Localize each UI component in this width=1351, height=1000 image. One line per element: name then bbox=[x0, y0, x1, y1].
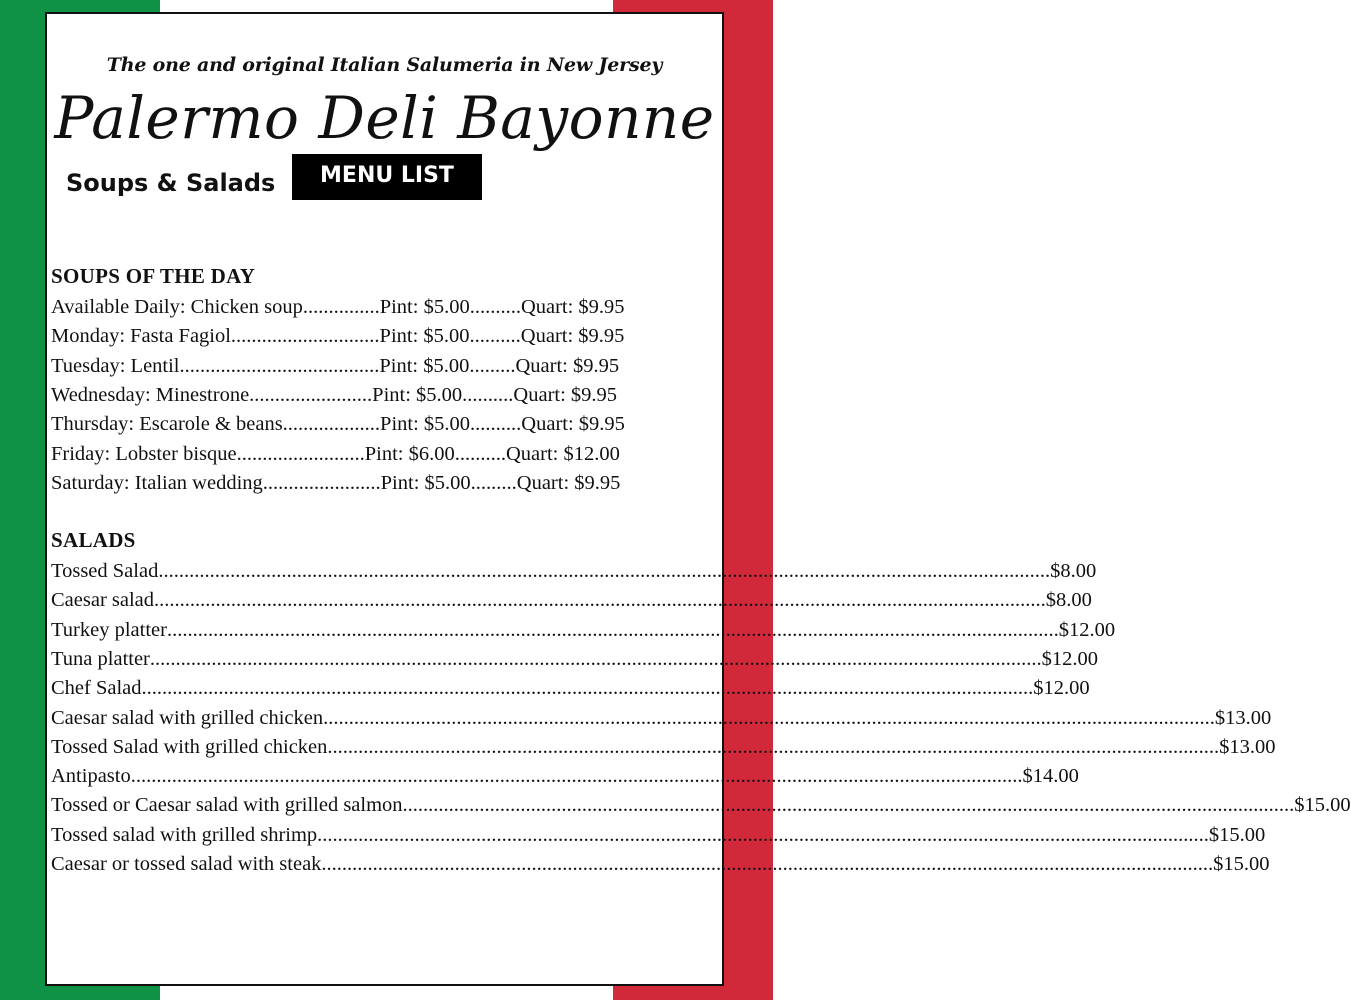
dot-leader: .............................................................................................................................................................................. bbox=[321, 853, 1214, 875]
dot-leader: .............................................................................................................................................................................. bbox=[158, 560, 1051, 582]
salad-price: $13.00 bbox=[1214, 707, 1272, 729]
salad-price: $13.00 bbox=[1219, 736, 1276, 758]
dot-leader: .............................................................................................................................................................................. bbox=[130, 765, 1023, 787]
menu-card bbox=[45, 12, 1351, 986]
dot-leader: .............................................................................................................................................................................. bbox=[402, 794, 1295, 816]
salad-row bbox=[51, 557, 1097, 585]
dot-leader: .............................................................................................................................................................................. bbox=[149, 648, 1042, 670]
salad-row bbox=[51, 791, 1351, 819]
salad-price: $14.00 bbox=[1022, 765, 1079, 787]
salad-price: $15.00 bbox=[1213, 853, 1270, 875]
salad-row bbox=[51, 762, 1079, 790]
dot-leader: .............................................................................................................................................................................. bbox=[166, 619, 1059, 641]
soup-row: Thursday: Escarole & beans...................Pint: $5.00..........Quart: $9.95 bbox=[51, 413, 625, 435]
tagline: The one and original Italian Salumeria in New Jersey bbox=[106, 54, 663, 76]
salad-price: $12.00 bbox=[1041, 648, 1099, 670]
dot-leader: .............................................................................................................................................................................. bbox=[323, 707, 1215, 729]
salad-price: $8.00 bbox=[1045, 589, 1092, 611]
salad-row bbox=[51, 821, 1266, 849]
salad-row bbox=[51, 616, 1116, 644]
salad-name: Antipasto bbox=[51, 765, 131, 787]
salad-name: Tuna platter bbox=[51, 648, 150, 670]
salad-row bbox=[51, 674, 1090, 702]
salad-name: Caesar salad with grilled chicken bbox=[51, 707, 324, 729]
salads-heading: SALADS bbox=[51, 528, 136, 552]
salad-name: Tossed Salad bbox=[51, 560, 159, 582]
dot-leader: .............................................................................................................................................................................. bbox=[317, 824, 1209, 846]
salad-name: Chef Salad bbox=[51, 677, 142, 699]
salad-row bbox=[51, 850, 1270, 878]
deli-title: Palermo Deli Bayonne bbox=[54, 84, 715, 152]
soup-row: Saturday: Italian wedding.......................Pint: $5.00.........Quart: $9.95 bbox=[51, 472, 621, 494]
soup-row: Friday: Lobster bisque.........................Pint: $6.00..........Quart: $12.00 bbox=[51, 443, 620, 465]
soup-row: Available Daily: Chicken soup...............Pint: $5.00..........Quart: $9.95 bbox=[51, 296, 625, 318]
salad-row bbox=[51, 733, 1276, 761]
salad-name: Tossed or Caesar salad with grilled salmon bbox=[51, 794, 403, 816]
salad-price: $15.00 bbox=[1208, 824, 1266, 846]
soup-row: Monday: Fasta Fagiol.............................Pint: $5.00..........Quart: $9.95 bbox=[51, 325, 625, 347]
soups-heading: SOUPS OF THE DAY bbox=[51, 264, 256, 288]
salad-price: $12.00 bbox=[1058, 619, 1116, 641]
soup-row: Tuesday: Lentil.......................................Pint: $5.00.........Quart: $9.95 bbox=[51, 355, 620, 377]
soup-row: Wednesday: Minestrone........................Pint: $5.00..........Quart: $9.95 bbox=[51, 384, 618, 406]
dot-leader: .............................................................................................................................................................................. bbox=[141, 677, 1034, 699]
salad-row bbox=[51, 645, 1099, 673]
dot-leader: .............................................................................................................................................................................. bbox=[327, 736, 1220, 758]
salad-name: Caesar or tossed salad with steak bbox=[51, 853, 322, 875]
salad-price: $12.00 bbox=[1033, 677, 1090, 699]
menu-list-badge: MENU LIST bbox=[292, 154, 482, 200]
salad-name: Tossed Salad with grilled chicken bbox=[51, 736, 328, 758]
dot-leader: .............................................................................................................................................................................. bbox=[154, 589, 1046, 611]
section-label: Soups & Salads bbox=[66, 169, 276, 197]
salad-name: Tossed salad with grilled shrimp bbox=[51, 824, 318, 846]
salad-row bbox=[51, 586, 1092, 614]
salad-name: Caesar salad bbox=[51, 589, 155, 611]
salad-price: $8.00 bbox=[1050, 560, 1097, 582]
salad-name: Turkey platter bbox=[51, 619, 167, 641]
salad-row bbox=[51, 704, 1272, 732]
salad-price: $15.00 bbox=[1294, 794, 1351, 816]
